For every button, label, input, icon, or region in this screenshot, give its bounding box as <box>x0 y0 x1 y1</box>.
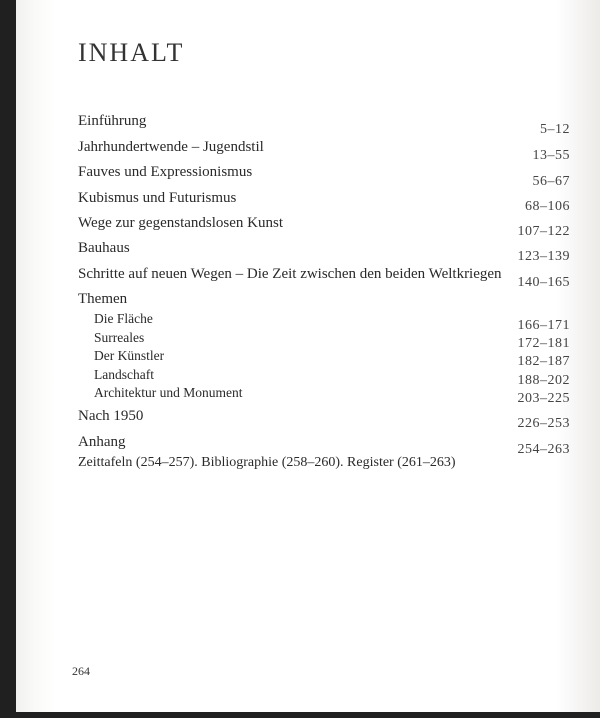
toc-subentry-label: Surreales <box>94 330 145 345</box>
toc-entry-label: Einführung <box>78 113 147 129</box>
toc-entry-pages: 13–55 <box>532 148 570 163</box>
toc-section-heading: Anhang <box>78 434 126 450</box>
toc-entry-label: Schritte auf neuen Wegen – Die Zeit zwischen den beiden Weltkriegen <box>78 266 502 282</box>
toc-entry-pages: 182–187 <box>517 354 570 369</box>
toc-entry-label: Jahrhundertwende – Jugendstil <box>78 139 264 155</box>
toc-entry-pages: 56–67 <box>532 174 570 189</box>
toc-entry-pages: 140–165 <box>517 275 570 290</box>
toc-subentry-label: Der Künstler <box>94 348 165 363</box>
toc-entry-pages: 226–253 <box>517 416 570 431</box>
toc-entry-label: Bauhaus <box>78 240 130 256</box>
toc-subentry-label: Landschaft <box>94 367 154 382</box>
toc-entry-pages: 123–139 <box>517 249 570 264</box>
toc-subentry-label: Die Fläche <box>94 311 153 326</box>
toc-entry-pages: 166–171 <box>517 318 570 333</box>
toc-entry-pages: 188–202 <box>517 373 570 388</box>
toc-entry-label: Kubismus und Futurismus <box>78 190 237 206</box>
toc-subentry-label: Architektur und Monument <box>94 385 243 400</box>
toc-entry-label: Nach 1950 <box>78 408 144 424</box>
toc-entry-pages: 68–106 <box>525 199 570 214</box>
book-page <box>16 0 600 712</box>
page-title: INHALT <box>78 38 185 67</box>
toc-entry-pages: 107–122 <box>517 224 570 239</box>
toc-entry-pages: 203–225 <box>517 391 570 406</box>
appendix-details: Zeittafeln (254–257). Bibliographie (258–260). Register (261–263) <box>78 455 456 470</box>
toc-entry-label: Fauves und Expressionismus <box>78 164 253 180</box>
toc-section-heading: Themen <box>78 291 128 307</box>
page-number: 264 <box>72 664 90 678</box>
toc-entry-pages: 172–181 <box>517 336 570 351</box>
toc-entry-pages: 254–263 <box>517 442 570 457</box>
toc-entry-label: Wege zur gegenstandslosen Kunst <box>78 215 283 231</box>
toc-entry-pages: 5–12 <box>540 122 570 137</box>
